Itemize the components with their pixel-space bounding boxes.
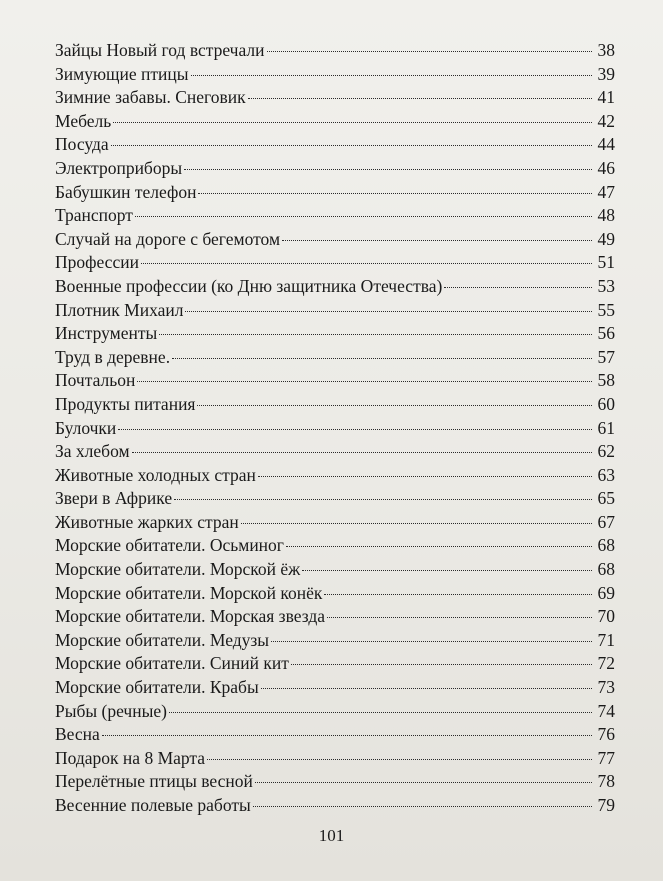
toc-entry — [55, 87, 615, 111]
toc-entry — [55, 677, 615, 701]
dot-leader — [198, 193, 592, 194]
toc-entry-page-number: 39 — [597, 63, 615, 84]
toc-entry-title: За хлебом — [55, 441, 130, 462]
toc-entry-page-number: 74 — [597, 700, 615, 721]
toc-entry-title: Почтальон — [55, 370, 136, 391]
toc-entry-page-number: 79 — [597, 795, 615, 815]
page-number: 101 — [318, 826, 345, 845]
table-of-contents — [55, 40, 615, 819]
toc-entry — [55, 512, 615, 536]
toc-entry-title: Весенние полевые работы — [55, 795, 251, 815]
toc-entry — [55, 134, 615, 158]
toc-entry-title: Подарок на 8 Марта — [55, 747, 206, 768]
dot-leader — [255, 782, 592, 783]
toc-entry-title: Морские обитатели. Крабы — [55, 677, 259, 698]
dot-leader — [141, 263, 592, 264]
toc-entry-page-number: 76 — [597, 724, 615, 745]
toc-entry-title: Инструменты — [55, 323, 158, 344]
toc-entry — [55, 323, 615, 347]
dot-leader — [261, 688, 592, 689]
toc-entry — [55, 394, 615, 418]
toc-entry-title: Зимние забавы. Снеговик — [55, 87, 246, 108]
dot-leader — [113, 122, 592, 123]
toc-entry-page-number: 65 — [597, 488, 615, 509]
toc-entry-page-number: 71 — [597, 629, 615, 650]
toc-entry — [55, 724, 615, 748]
dot-leader — [241, 523, 592, 524]
toc-entry-page-number: 58 — [597, 370, 615, 391]
toc-entry-title: Электроприборы — [55, 157, 183, 178]
toc-entry-title: Зимующие птицы — [55, 63, 189, 84]
toc-entry — [55, 252, 615, 276]
toc-entry — [55, 771, 615, 795]
toc-entry-title: Морские обитатели. Морской конёк — [55, 582, 323, 603]
toc-entry — [55, 535, 615, 559]
toc-entry-page-number: 47 — [597, 181, 615, 202]
toc-entry — [55, 347, 615, 371]
dot-leader — [132, 452, 592, 453]
dot-leader — [207, 759, 592, 760]
dot-leader — [172, 358, 592, 359]
toc-entry-page-number: 57 — [597, 346, 615, 367]
dot-leader — [118, 429, 592, 430]
toc-entry-title: Транспорт — [55, 205, 133, 226]
toc-entry-page-number: 72 — [597, 653, 615, 674]
dot-leader — [248, 98, 592, 99]
toc-entry-page-number: 42 — [597, 110, 615, 131]
toc-entry-page-number: 44 — [597, 134, 615, 155]
toc-entry-page-number: 73 — [597, 677, 615, 698]
toc-entry — [55, 441, 615, 465]
toc-entry — [55, 701, 615, 725]
toc-entry — [55, 795, 615, 819]
toc-entry — [55, 111, 615, 135]
toc-entry — [55, 300, 615, 324]
toc-entry-title: Весна — [55, 724, 100, 745]
dot-leader — [111, 145, 592, 146]
toc-entry-title: Труд в деревне. — [55, 346, 171, 367]
toc-entry — [55, 64, 615, 88]
toc-entry-title: Посуда — [55, 134, 109, 155]
toc-entry — [55, 158, 615, 182]
toc-entry-page-number: 61 — [597, 417, 615, 438]
toc-entry-page-number: 46 — [597, 157, 615, 178]
toc-entry — [55, 418, 615, 442]
toc-entry — [55, 559, 615, 583]
toc-entry — [55, 205, 615, 229]
toc-entry — [55, 653, 615, 677]
dot-leader — [191, 75, 592, 76]
toc-entry — [55, 229, 615, 253]
toc-entry-page-number: 56 — [597, 323, 615, 344]
toc-entry-page-number: 62 — [597, 441, 615, 462]
toc-entry-title: Морские обитатели. Осьминог — [55, 535, 284, 556]
toc-entry-page-number: 68 — [597, 559, 615, 580]
toc-entry — [55, 40, 615, 64]
toc-entry-title: Перелётные птицы весной — [55, 771, 253, 792]
dot-leader — [174, 499, 592, 500]
toc-entry-title: Военные профессии (ко Дню защитника Отечества) — [55, 275, 443, 296]
dot-leader — [444, 287, 592, 288]
toc-entry-page-number: 69 — [597, 582, 615, 603]
toc-entry-title: Рыбы (речные) — [55, 700, 167, 721]
dot-leader — [169, 712, 592, 713]
dot-leader — [327, 617, 592, 618]
dot-leader — [184, 169, 592, 170]
dot-leader — [258, 476, 592, 477]
toc-entry-page-number: 49 — [597, 228, 615, 249]
toc-entry-page-number: 63 — [597, 464, 615, 485]
dot-leader — [286, 546, 592, 547]
toc-entry-title: Зайцы Новый год встречали — [55, 40, 265, 60]
toc-entry-title: Случай на дороге с бегемотом — [55, 228, 281, 249]
dot-leader — [185, 311, 592, 312]
toc-entry-title: Булочки — [55, 417, 117, 438]
toc-entry-page-number: 48 — [597, 205, 615, 226]
toc-entry-title: Бабушкин телефон — [55, 181, 197, 202]
toc-entry-title: Морские обитатели. Морская звезда — [55, 606, 326, 627]
toc-entry — [55, 276, 615, 300]
toc-entry-title: Морские обитатели. Синий кит — [55, 653, 289, 674]
toc-entry-title: Профессии — [55, 252, 139, 273]
dot-leader — [137, 381, 592, 382]
toc-entry-page-number: 78 — [597, 771, 615, 792]
toc-entry — [55, 748, 615, 772]
dot-leader — [267, 51, 592, 52]
dot-leader — [197, 405, 592, 406]
dot-leader — [302, 570, 592, 571]
dot-leader — [102, 735, 592, 736]
toc-entry-title: Плотник Михаил — [55, 299, 184, 320]
dot-leader — [253, 806, 592, 807]
toc-entry-title: Мебель — [55, 110, 112, 131]
toc-entry-page-number: 38 — [597, 40, 615, 60]
toc-entry-page-number: 41 — [597, 87, 615, 108]
toc-entry-title: Животные жарких стран — [55, 511, 239, 532]
toc-entry-page-number: 60 — [597, 393, 615, 414]
toc-entry-page-number: 67 — [597, 511, 615, 532]
toc-entry-page-number: 55 — [597, 299, 615, 320]
toc-entry-title: Животные холодных стран — [55, 464, 256, 485]
dot-leader — [282, 240, 592, 241]
dot-leader — [159, 334, 592, 335]
toc-entry-page-number: 53 — [597, 275, 615, 296]
toc-entry — [55, 488, 615, 512]
dot-leader — [291, 664, 592, 665]
toc-entry — [55, 182, 615, 206]
toc-entry — [55, 465, 615, 489]
toc-entry — [55, 370, 615, 394]
dot-leader — [324, 594, 592, 595]
dot-leader — [135, 216, 592, 217]
dot-leader — [271, 641, 592, 642]
toc-entry-title: Морские обитатели. Медузы — [55, 629, 270, 650]
toc-entry-title: Морские обитатели. Морской ёж — [55, 559, 301, 580]
toc-entry-page-number: 77 — [597, 747, 615, 768]
toc-entry-title: Продукты питания — [55, 393, 196, 414]
toc-entry — [55, 583, 615, 607]
toc-entry — [55, 606, 615, 630]
toc-entry-page-number: 68 — [597, 535, 615, 556]
toc-entry — [55, 630, 615, 654]
toc-entry-title: Звери в Африке — [55, 488, 173, 509]
toc-entry-page-number: 70 — [597, 606, 615, 627]
toc-entry-page-number: 51 — [597, 252, 615, 273]
